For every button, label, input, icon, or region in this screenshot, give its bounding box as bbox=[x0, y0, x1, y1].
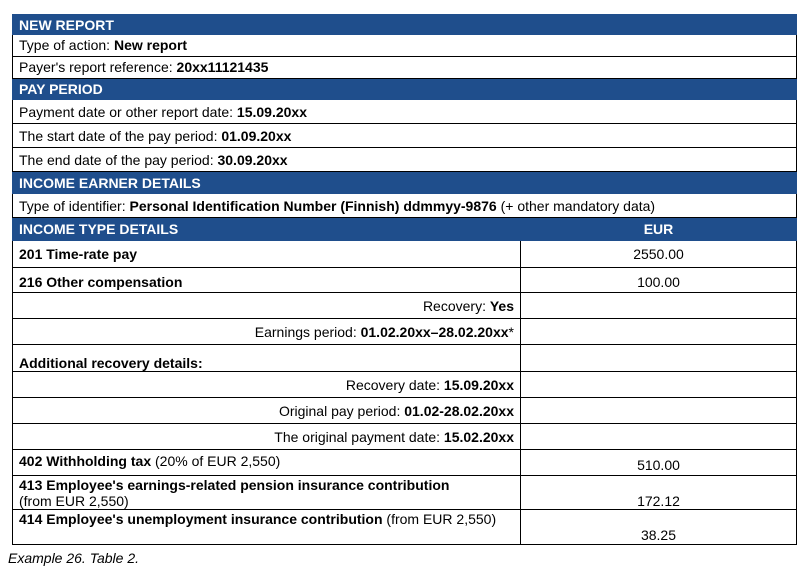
table-caption: Example 26. Table 2. bbox=[8, 550, 140, 566]
earnings-period-row: Earnings period: 01.02.20xx–28.02.20xx* bbox=[12, 319, 797, 345]
end-date-row: The end date of the pay period: 30.09.20xx bbox=[12, 148, 797, 172]
recovery-date-row: Recovery date: 15.09.20xx bbox=[12, 372, 797, 398]
income-row-413: 413 Employee's earnings-related pension insurance contribution (from EUR 2,550) 172.12 bbox=[12, 476, 797, 510]
payment-date-row: Payment date or other report date: 15.09.20xx bbox=[12, 100, 797, 124]
income-type-header: INCOME TYPE DETAILS EUR bbox=[12, 218, 797, 241]
income-row-402: 402 Withholding tax (20% of EUR 2,550) 510.00 bbox=[12, 450, 797, 476]
currency-header: EUR bbox=[643, 221, 674, 237]
income-row-414: 414 Employee's unemployment insurance contribution (from EUR 2,550) 38.25 bbox=[12, 510, 797, 545]
recovery-row: Recovery: Yes bbox=[12, 293, 797, 319]
identifier-row: Type of identifier: Personal Identification Number (Finnish) ddmmyy-9876 (+ other mandatory data) bbox=[12, 194, 797, 218]
income-earner-header: INCOME EARNER DETAILS bbox=[12, 172, 797, 194]
pay-period-header: PAY PERIOD bbox=[12, 79, 797, 100]
original-pay-period-row: Original pay period: 01.02-28.02.20xx bbox=[12, 398, 797, 424]
report-reference-row: Payer's report reference: 20xx11121435 bbox=[12, 57, 797, 79]
new-report-header: NEW REPORT bbox=[12, 14, 797, 35]
additional-recovery-row: Additional recovery details: bbox=[12, 345, 797, 372]
income-row-201: 201 Time-rate pay 2550.00 bbox=[12, 241, 797, 268]
start-date-row: The start date of the pay period: 01.09.20xx bbox=[12, 124, 797, 148]
original-payment-date-row: The original payment date: 15.02.20xx bbox=[12, 424, 797, 450]
report-table bbox=[12, 14, 797, 545]
action-type-row: Type of action: New report bbox=[12, 35, 797, 57]
income-row-216: 216 Other compensation 100.00 bbox=[12, 268, 797, 293]
